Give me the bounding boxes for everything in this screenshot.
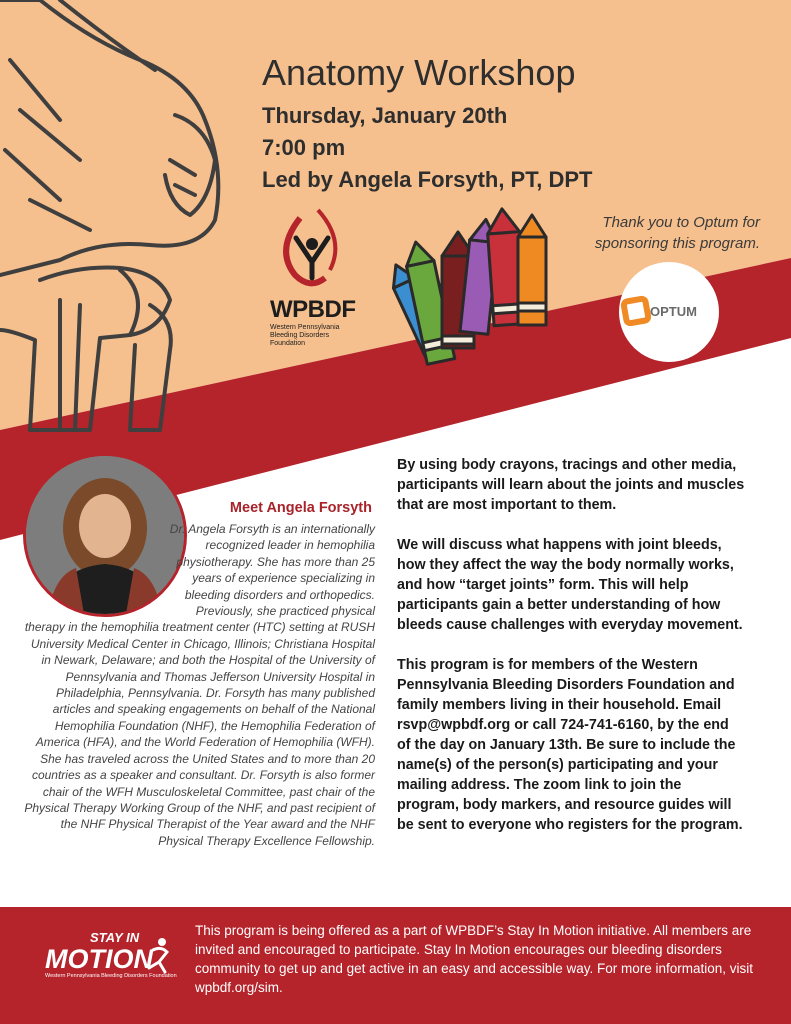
event-leader: Led by Angela Forsyth, PT, DPT	[262, 167, 593, 192]
logo-motion: MOTION	[45, 944, 153, 974]
logo-stay-in: STAY IN	[90, 930, 140, 945]
running-figure-icon	[145, 936, 175, 976]
wpbdf-logo-line2: Bleeding Disorders Foundation	[270, 332, 330, 347]
footer-text: This program is being offered as a part of WPBDF’s Stay In Motion initiative. All members are invited and encouraged to participate. Stay In Motion encourages our bleeding disorders community to get up and get active in an easy and accessible way. For more information, visit wpbdf.org/sim.	[195, 923, 754, 995]
sponsor-thanks: Thank you to Optum for sponsoring this program.	[594, 214, 760, 252]
logo-sub: Western Pennsylvania Bleeding Disorders Foundation	[45, 973, 177, 979]
page-title: Anatomy Workshop	[262, 52, 576, 93]
description-paragraph-2: We will discuss what happens with joint bleeds, how they affect the way the body normally works, and how “target joints” form. This will help participants gain a better understanding of how bleeds cause challenges with everyday movement.	[397, 537, 743, 633]
bio-wrap-spacer	[20, 521, 188, 613]
optum-logo-text: OPTUM	[650, 304, 697, 319]
optum-logo	[619, 262, 719, 362]
bio-text: Dr. Angela Forsyth is an internationally recognized leader in hemophilia physiotherapy. She has more than 25 years of experience specializing in bleeding disorders and orthopedics. Previously, she practiced physical therapy in the hemophilia treatment center (HTC) setting at RUSH University Medical Center in Chicago, Illinois; Christiana Hospital in Newark, Delaware; and both the Hospital of the University of Pennsylvania and Thomas Jefferson University Hospital in Philadelphia, Pennsylvania. Dr. Forsyth has many published articles and speaking engagements on behalf of the National Hemophilia Foundation (NHF), the Hemophilia Federation of America (HFA), and the World Federation of Hemophilia (WFH). She has traveled across the United States and to more than 20 countries as a speaker and consultant. Dr. Forsyth is also former chair of the WFH Musculoskeletal Committee, past chair of the Physical Therapy Working Group of the NHF, and past recipient of the NHF Physical Therapist of the Year award and the NHF Physical Therapy Excellence Fellowship.	[24, 522, 375, 848]
event-time: 7:00 pm	[262, 135, 346, 160]
bio-text-block	[20, 521, 375, 849]
bio-heading: Meet Angela Forsyth	[229, 500, 372, 516]
wpbdf-logo-name: WPBDF	[270, 296, 356, 323]
program-description	[397, 455, 745, 855]
stay-in-motion-logo	[45, 930, 185, 979]
event-date: Thursday, January 20th	[262, 103, 508, 128]
description-paragraph-1: By using body crayons, tracings and other media, participants will learn about the joints and muscles that are most important to them.	[397, 457, 745, 513]
wpbdf-logo-line1: Western Pennsylvania	[270, 324, 340, 331]
wpbdf-logo	[270, 296, 365, 348]
description-paragraph-3: This program is for members of the Western Pennsylvania Bleeding Disorders Foundation and family members living in their household. Email rsvp@wpbdf.org or call 724-741-6160, by the end of the day on January 13th. Be sure to include the name(s) of the person(s) participating and your mailing address. The zoom link to join the program, body markers, and resource guides will be sent to everyone who registers for the program.	[397, 657, 743, 833]
